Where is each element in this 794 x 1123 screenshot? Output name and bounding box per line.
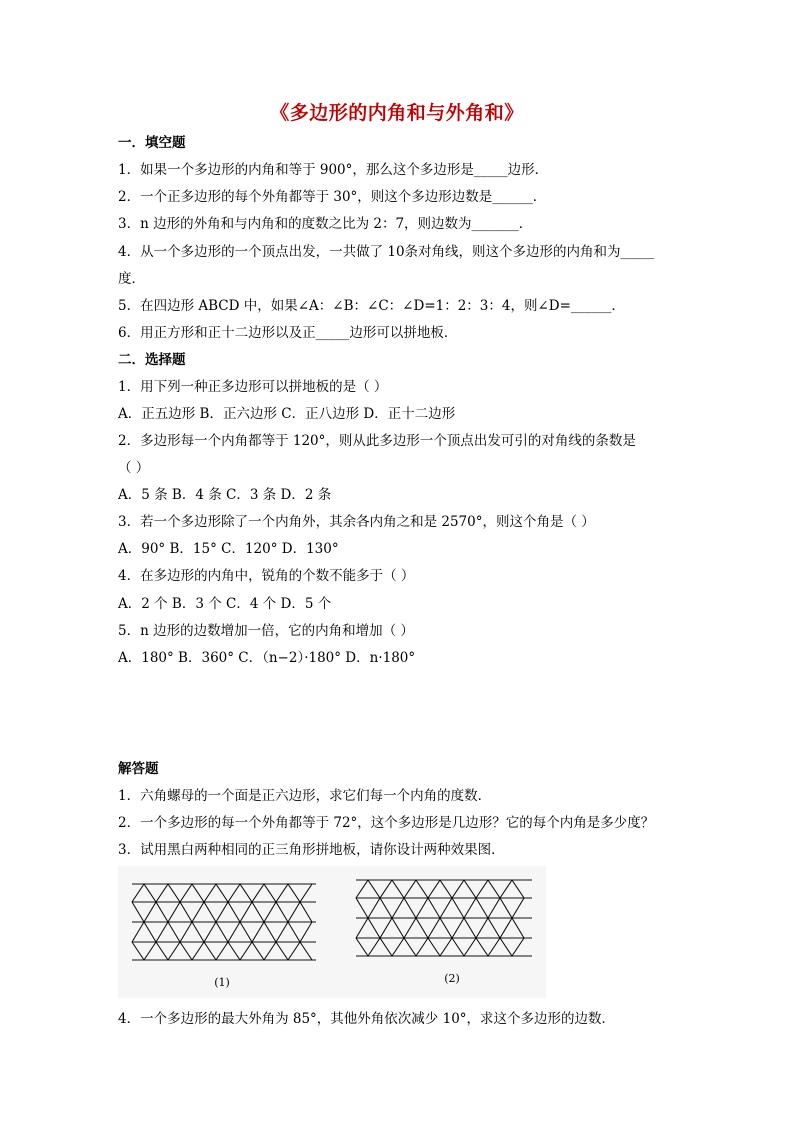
question-text-continued: （ ） — [118, 460, 150, 476]
question-text: 3．若一个多边形除了一个内角外，其余各内角之和是 2570°，则这个角是（ ） — [118, 514, 595, 530]
question-text: 2．多边形每一个内角都等于 120°，则从此多边形一个顶点出发可引的对角线的条数是 — [118, 433, 636, 449]
answer-options: A．正五边形 B．正六边形 C．正八边形 D．正十二边形 — [118, 406, 456, 422]
question-text: 1．用下列一种正多边形可以拼地板的是（ ） — [118, 379, 388, 395]
question-text: 5．在四边形 ABCD 中，如果∠A：∠B：∠C：∠D=1：2：3：4，则∠D=______． — [118, 298, 625, 314]
answer-options: A．180° B．360° C．（n−2）·180° D．n·180° — [118, 650, 416, 666]
question-text: 1．如果一个多边形的内角和等于 900°，那么这个多边形是_____边形． — [118, 162, 549, 178]
answer-options: A．5 条 B．4 条 C．3 条 D．2 条 — [118, 487, 332, 503]
figure-background — [118, 866, 546, 998]
section-heading-fill-blank: 一．填空题 — [118, 135, 186, 151]
question-text: 1．六角螺母的一个面是正六边形，求它们每一个内角的度数． — [118, 788, 492, 804]
figure-label-2: (2) — [444, 972, 460, 985]
answer-options: A．2 个 B．3 个 C．4 个 D．5 个 — [118, 596, 332, 612]
question-text: 3．n 边形的外角和与内角和的度数之比为 2：7，则边数为_______． — [118, 216, 533, 232]
page-title: 《多边形的内角和与外角和》 — [270, 102, 524, 124]
section-heading-answer-questions: 解答题 — [118, 761, 159, 777]
question-text: 4．在多边形的内角中，锐角的个数不能多于（ ） — [118, 568, 415, 584]
question-text: 6．用正方形和正十二边形以及正_____边形可以拼地板． — [118, 325, 458, 341]
question-text-continued: 度． — [118, 271, 145, 287]
question-text: 4．一个多边形的最大外角为 85°，其他外角依次减少 10°，求这个多边形的边数． — [118, 1011, 616, 1027]
section-heading-multiple-choice: 二．选择题 — [118, 352, 186, 368]
figure-label-1: (1) — [214, 976, 230, 989]
question-text: 5．n 边形的边数增加一倍，它的内角和增加（ ） — [118, 623, 414, 639]
triangle-tiling-figure — [118, 866, 546, 998]
question-text: 2．一个多边形的每一个外角都等于 72°，这个多边形是几边形？它的每个内角是多少度？ — [118, 815, 655, 831]
question-text: 2．一个正多边形的每个外角都等于 30°，则这个多边形边数是______． — [118, 189, 547, 205]
question-text: 4．从一个多边形的一个顶点出发，一共做了 10条对角线，则这个多边形的内角和为_____ — [118, 244, 655, 260]
answer-options: A．90° B．15° C．120° D．130° — [118, 541, 339, 557]
question-text: 3．试用黑白两种相同的正三角形拼地板，请你设计两种效果图． — [118, 842, 505, 858]
